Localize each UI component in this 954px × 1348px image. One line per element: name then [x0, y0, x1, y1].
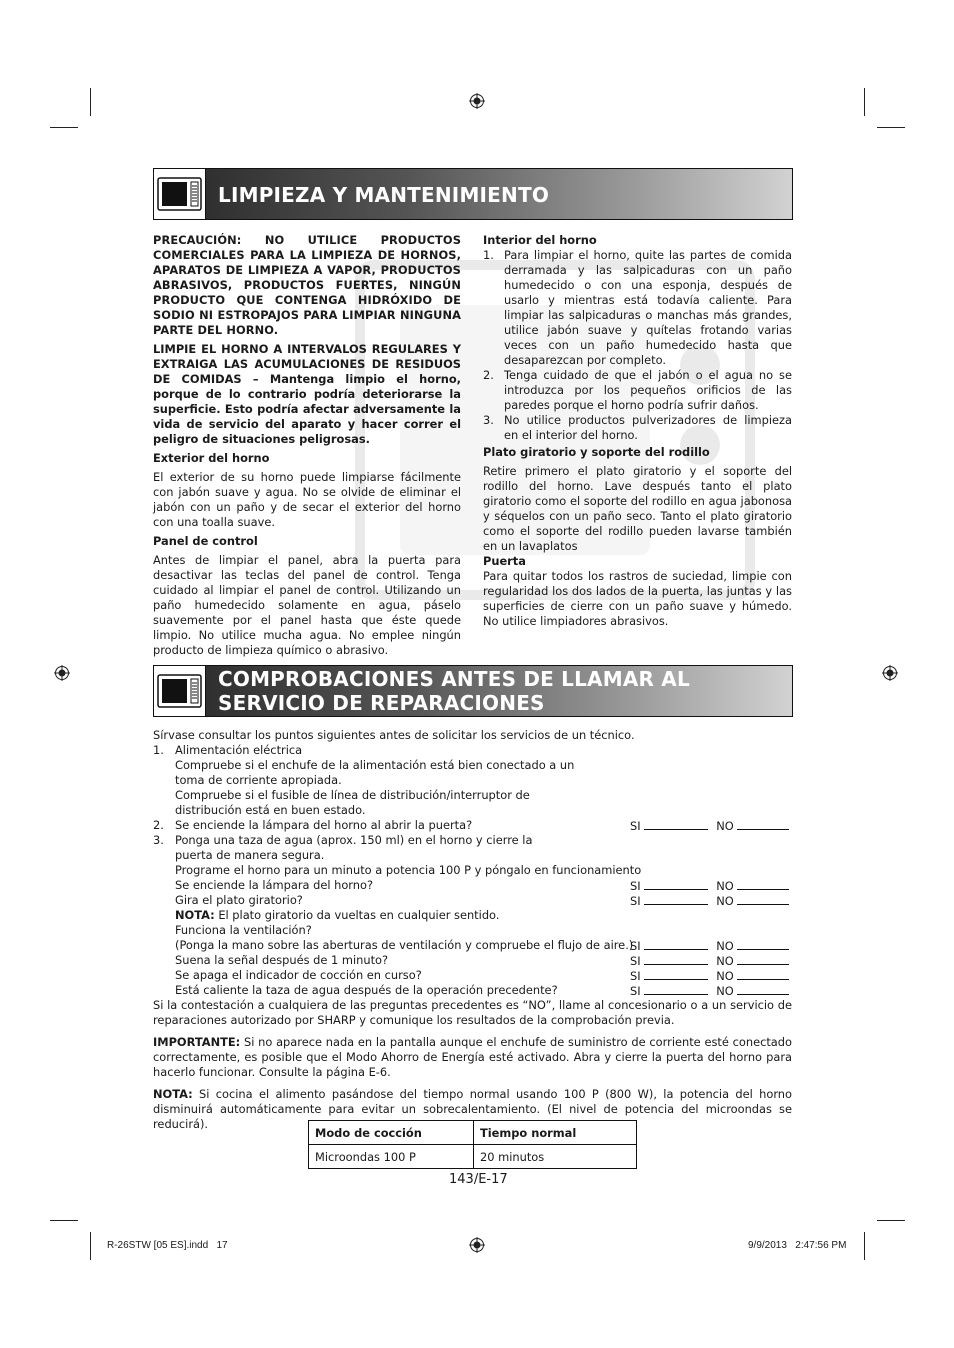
door-text: Para quitar todos los rastros de suciedad, limpie con regularidad los dos lados de la puerta, las juntas y las superficies de cierre con un paño suave y húmedo. No utilice limpiadores abrasivos. [483, 569, 792, 628]
si-answer-line[interactable] [644, 953, 708, 965]
crop-mark [864, 88, 865, 116]
list-item: 2. Tenga cuidado de que el jabón o el agua no se introduzca por los pequeños orificios de las paredes porque el horno podría sufrir daños. [483, 368, 792, 412]
nota-text: El plato giratorio da vueltas en cualquier sentido. [218, 908, 500, 922]
table-cell: 20 minutos [474, 1145, 637, 1169]
table-header-cell: Modo de cocción [309, 1121, 474, 1145]
no-label: NO [716, 969, 734, 983]
table-header-cell: Tiempo normal [474, 1121, 637, 1145]
crop-mark [50, 1220, 78, 1221]
conclusion-paragraph: Si la contestación a cualquiera de las preguntas precedentes es “NO”, llame al concesionario o a un servicio de reparaciones autorizado por SHARP y comunique los resultados de la comprobación previa. [153, 998, 792, 1027]
si-answer-line[interactable] [644, 893, 708, 905]
question-vent-detail: (Ponga la mano sobre las aberturas de ventilación y compruebe el flujo de aire.) [175, 938, 634, 952]
si-label: SI [630, 939, 641, 953]
item3-num: 3. [153, 833, 164, 847]
no-answer-line[interactable] [737, 938, 789, 950]
si-label: SI [630, 969, 641, 983]
si-answer-line[interactable] [644, 878, 708, 890]
si-label: SI [630, 819, 641, 833]
question-indicator: Se apaga el indicador de cocción en curso? [175, 968, 422, 982]
panel-text: Antes de limpiar el panel, abra la puerta para desactivar las teclas del panel de control. Tenga cuidado al limpiar el panel de control. Utilizando un paño humedecido solamente en agua, páselo suavemente por el panel hasta que éste quede limpio. No utilice mucha agua. No emplee ningún producto de limpieza químico o abrasivo. [153, 553, 461, 657]
crop-mark [90, 1232, 91, 1260]
crop-mark [877, 1220, 905, 1221]
importante-label: IMPORTANTE: [153, 1035, 241, 1049]
no-label: NO [716, 939, 734, 953]
crop-mark [90, 88, 91, 116]
item3-line1: Ponga una taza de agua (aprox. 150 ml) en el horno y cierre la [175, 833, 533, 847]
footer-datetime: 9/9/2013 2:47:56 PM [748, 1240, 847, 1251]
item2-text: Se enciende la lámpara del horno al abrir la puerta? [175, 818, 473, 832]
turntable-text: Retire primero el plato giratorio y el soporte del rodillo del horno. Lave después tanto el plato giratorio como el soporte del rodillo en agua jabonosa y séquelos con un paño seco. Tanto el plato giratorio como el soporte del rodillo pueden lavarse también en un lavaplatos [483, 464, 792, 553]
table-row [309, 1145, 637, 1169]
item1-num: 1. [153, 743, 164, 757]
si-label: SI [630, 894, 641, 908]
exterior-text: El exterior de su horno puede limpiarse fácilmente con jabón suave y agua. No se olvide de eliminar el jabón con un paño y de secar el exterior del horno con una toalla suave. [153, 470, 461, 529]
question-vent: Funciona la ventilación? [175, 923, 312, 937]
item1-line2: toma de corriente apropiada. [175, 773, 342, 787]
crop-mark [864, 1232, 865, 1260]
no-answer-line[interactable] [737, 893, 789, 905]
item3-line3: Programe el horno para un minuto a potencia 100 P y póngalo en funcionamiento [175, 863, 642, 877]
answer-row [630, 893, 789, 909]
answer-row [630, 818, 789, 834]
no-label: NO [716, 819, 734, 833]
list-item: 3. No utilice productos pulverizadores de limpieza en el interior del horno. [483, 413, 792, 442]
clean-regularly-text: LIMPIE EL HORNO A INTERVALOS REGULARES Y EXTRAIGA LAS ACUMULACIONES DE RESIDUOS DE COMIDAS – Mantenga limpio el horno, porque de lo contrario podría deteriorarse la superficie. Esto podría afectar adversamente la vida de servicio del aparato y hacer correr el peligro de situaciones peligrosas. [153, 342, 461, 446]
panel-heading: Panel de control [153, 534, 258, 548]
item3-line2: puerta de manera segura. [175, 848, 325, 862]
no-label: NO [716, 894, 734, 908]
door-heading: Puerta [483, 554, 526, 568]
nota-label: NOTA: [175, 908, 215, 922]
item1-line1: Compruebe si el enchufe de la alimentación está bien conectado a un [175, 758, 575, 772]
page-number: 143/E-17 [449, 1172, 508, 1187]
checks-intro: Sírvase consultar los puntos siguientes antes de solicitar los servicios de un técnico. [153, 728, 635, 742]
nota2-label: NOTA: [153, 1087, 193, 1101]
item1-line3: Compruebe si el fusible de línea de distribución/interruptor de [175, 788, 530, 802]
answer-row [630, 938, 789, 954]
table-cell: Microondas 100 P [309, 1145, 474, 1169]
footer-file: R-26STW [05 ES].indd 17 [107, 1240, 228, 1251]
registration-mark-icon [469, 93, 485, 109]
no-answer-line[interactable] [737, 968, 789, 980]
microwave-icon [154, 169, 205, 219]
no-answer-line[interactable] [737, 818, 789, 830]
section-header-checks [153, 665, 793, 717]
caution-text: PRECAUCIÓN: NO UTILICE PRODUCTOS COMERCIALES PARA LA LIMPIEZA DE HORNOS, APARATOS DE LIMPIEZA A VAPOR, PRODUCTOS ABRASIVOS, PRODUCTOS FUERTES, NINGÚN PRODUCTO QUE CONTENGA HIDRÓXIDO DE SODIO NI ESTROPAJOS PARA LIMPIAR NINGUNA PARTE DEL HORNO. [153, 233, 461, 337]
registration-mark-icon [469, 1237, 485, 1253]
no-label: NO [716, 984, 734, 998]
table-header-row [309, 1121, 637, 1145]
question-signal: Suena la señal después de 1 minuto? [175, 953, 389, 967]
no-answer-line[interactable] [737, 878, 789, 890]
microwave-icon [154, 666, 205, 716]
nota-line [175, 908, 499, 923]
si-answer-line[interactable] [644, 938, 708, 950]
si-answer-line[interactable] [644, 968, 708, 980]
item1-title: Alimentación eléctrica [175, 743, 303, 757]
question-lamp: Se enciende la lámpara del horno? [175, 878, 374, 892]
list-item: 1. Para limpiar el horno, quite las partes de comida derramada y las salpicaduras con un paño humedecido o con una esponja, después de usarlo y mientras está todavía caliente. Para limpiar las salpicaduras o manchas más grandes, utilice jabón suave y quítelas frotando varias veces con un paño humedecido hasta que desaparezcan por completo. [483, 248, 792, 367]
cooking-time-table [308, 1120, 637, 1169]
section-icon-box [153, 168, 206, 220]
turntable-heading: Plato giratorio y soporte del rodillo [483, 445, 710, 459]
left-column [153, 233, 461, 658]
question-hot: Está caliente la taza de agua después de la operación precedente? [175, 983, 558, 997]
section-header-cleaning [153, 168, 793, 220]
si-answer-line[interactable] [644, 818, 708, 830]
conclusion-text [153, 998, 792, 1132]
crop-mark [877, 127, 905, 128]
item2-num: 2. [153, 818, 164, 832]
section-icon-box [153, 665, 206, 717]
no-answer-line[interactable] [737, 953, 789, 965]
answer-row [630, 878, 789, 894]
answer-row [630, 968, 789, 984]
answer-row [630, 983, 789, 999]
si-label: SI [630, 879, 641, 893]
section-title: LIMPIEZA Y MANTENIMIENTO [218, 183, 550, 207]
importante-text: Si no aparece nada en la pantalla aunque el enchufe de suministro de corriente esté conectado correctamente, es posible que el Modo Ahorro de Energía esté activado. Abra y cierre la puerta del horno para hacerlo funcionar. Consulte la página E-6. [153, 1035, 792, 1079]
crop-mark [50, 127, 78, 128]
section-title-line2: SERVICIO DE REPARACIONES [218, 691, 545, 715]
registration-mark-icon [882, 665, 898, 681]
importante-paragraph [153, 1035, 792, 1080]
interior-list [483, 248, 792, 443]
si-label: SI [630, 984, 641, 998]
exterior-heading: Exterior del horno [153, 451, 270, 465]
question-turntable: Gira el plato giratorio? [175, 893, 303, 907]
si-answer-line[interactable] [644, 983, 708, 995]
item1-line4: distribución está en buen estado. [175, 803, 366, 817]
no-answer-line[interactable] [737, 983, 789, 995]
answer-row [630, 953, 789, 969]
no-label: NO [716, 954, 734, 968]
nota2-text: Si cocina el alimento pasándose del tiempo normal usando 100 P (800 W), la potencia del horno disminuirá automáticamente para evitar un sobrecalentamiento. (El nivel de potencia del microondas se reducirá). [153, 1087, 792, 1131]
si-label: SI [630, 954, 641, 968]
registration-mark-icon [54, 665, 70, 681]
right-column [483, 233, 792, 629]
no-label: NO [716, 879, 734, 893]
section-title-line1: COMPROBACIONES ANTES DE LLAMAR AL [218, 667, 690, 691]
interior-heading: Interior del horno [483, 233, 597, 247]
